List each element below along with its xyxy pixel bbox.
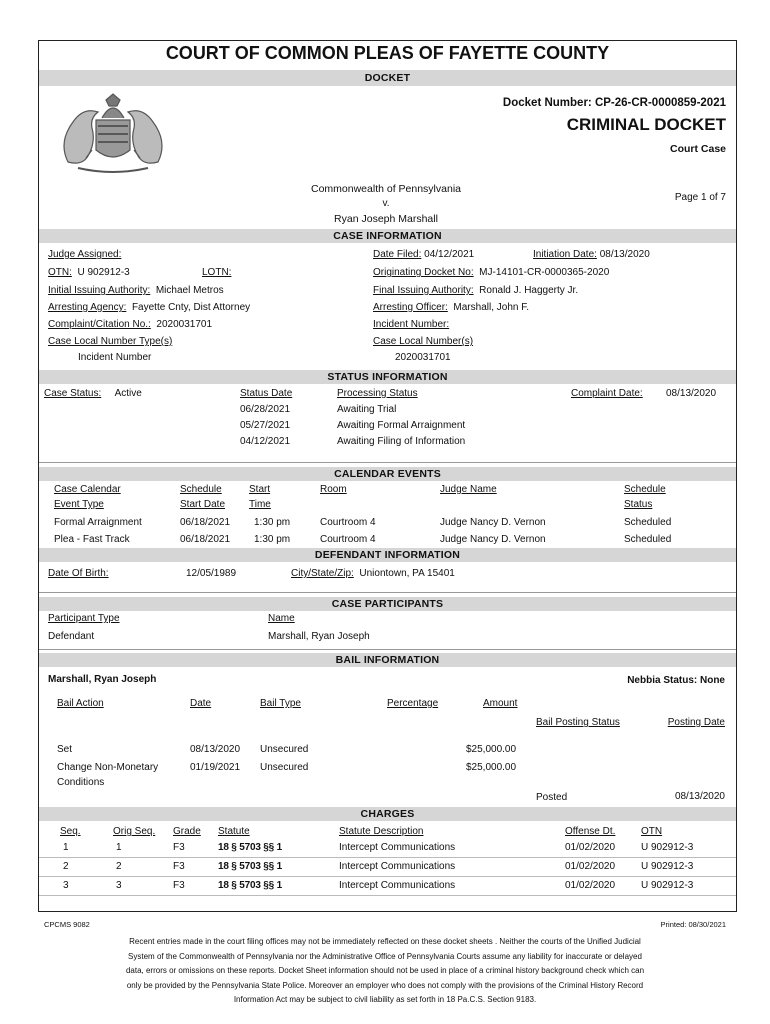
cal-status: Scheduled [624, 517, 672, 528]
complaint-date-value: 08/13/2020 [666, 388, 717, 399]
final-authority-value: Ronald J. Haggerty Jr. [479, 285, 579, 296]
charge-otn: U 902912-3 [641, 842, 694, 853]
complaint-citation-no [48, 319, 212, 330]
final-issuing-authority [373, 285, 578, 296]
printed-date: Printed: 08/30/2021 [660, 920, 726, 929]
city-label: City/State/Zip: [291, 568, 354, 579]
defendant-information-bar: DEFENDANT INFORMATION [39, 548, 736, 562]
cal-date: 06/18/2021 [180, 534, 231, 545]
disclaimer-line: Recent entries made in the court filing offices may not be immediately reflected on these docket sheets . Neither the courts of the Unified Judicial [129, 937, 641, 946]
otn [48, 267, 130, 278]
originating-docket-value: MJ-14101-CR-0000365-2020 [479, 267, 610, 278]
cal-header-event-1: Case Calendar [54, 484, 121, 495]
form-id: CPCMS 9082 [44, 920, 90, 929]
cal-room: Courtroom 4 [320, 517, 376, 528]
cal-time: 1:30 pm [254, 517, 291, 528]
bail-posting-date: 08/13/2020 [674, 791, 725, 802]
bail-type: Unsecured [260, 744, 309, 755]
charge-header-seq: Seq. [60, 826, 81, 837]
otn-label: OTN: [48, 267, 72, 278]
cal-event: Plea - Fast Track [54, 534, 130, 545]
bail-action: Set [57, 744, 73, 755]
originating-docket [373, 267, 609, 278]
charge-offense-date: 01/02/2020 [565, 861, 616, 872]
participant-name-header: Name [268, 613, 295, 624]
defendant-separator [39, 592, 736, 593]
bail-header-posting-date: Posting Date [667, 717, 725, 728]
case-participants-bar: CASE PARTICIPANTS [39, 597, 736, 611]
charge-seq: 1 [63, 842, 69, 853]
charge-description: Intercept Communications [339, 880, 456, 891]
arresting-agency-label: Arresting Agency: [48, 302, 127, 313]
status-row-date: 04/12/2021 [240, 436, 291, 447]
bail-defendant-name: Marshall, Ryan Joseph [48, 674, 157, 685]
case-status [44, 388, 142, 399]
bail-header-type: Bail Type [260, 698, 301, 709]
participant-type: Defendant [48, 631, 95, 642]
bail-header-posting-status: Bail Posting Status [536, 717, 620, 728]
charge-orig-seq: 1 [116, 842, 122, 853]
charge-orig-seq: 3 [116, 880, 122, 891]
charge-header-otn: OTN [641, 826, 663, 837]
bail-posting-status: Posted [536, 792, 568, 803]
charge-description: Intercept Communications [339, 842, 456, 853]
charge-grade: F3 [173, 880, 185, 891]
participant-name: Marshall, Ryan Joseph [268, 631, 370, 642]
status-date-header: Status Date [240, 388, 293, 399]
bail-header-action: Bail Action [57, 698, 104, 709]
cal-time: 1:30 pm [254, 534, 291, 545]
charge-otn: U 902912-3 [641, 861, 694, 872]
dob-value: 12/05/1989 [186, 568, 237, 579]
dob-label: Date Of Birth: [48, 568, 109, 579]
originating-docket-label: Originating Docket No: [373, 267, 474, 278]
calendar-events-bar: CALENDAR EVENTS [39, 467, 736, 481]
court-title: COURT OF COMMON PLEAS OF FAYETTE COUNTY [165, 43, 610, 63]
charge-description: Intercept Communications [339, 861, 456, 872]
status-row-status: Awaiting Trial [337, 404, 397, 415]
status-row-date: 05/27/2021 [240, 420, 291, 431]
bail-type: Unsecured [260, 762, 309, 773]
incident-number-label: Incident Number: [373, 319, 450, 330]
caption-commonwealth: Commonwealth of Pennsylvania [311, 183, 461, 195]
caption-defendant: Ryan Joseph Marshall [334, 213, 438, 225]
charge-offense-date: 01/02/2020 [565, 880, 616, 891]
status-row-status: Awaiting Filing of Information [337, 436, 466, 447]
cal-event: Formal Arraignment [54, 517, 142, 528]
local-numbers-label: Case Local Number(s) [373, 336, 474, 347]
case-status-value: Active [114, 388, 142, 399]
cal-judge: Judge Nancy D. Vernon [440, 517, 546, 528]
charge-seq: 3 [63, 880, 69, 891]
disclaimer-line: System of the Commonwealth of Pennsylvania nor the Administrative Office of Pennsylvania Courts assume any liability for inaccurate or delayed [128, 951, 642, 961]
initiation-date-value: 08/13/2020 [599, 249, 650, 260]
charge-row-divider [39, 895, 736, 896]
disclaimer-line: data, errors or omissions on these reports. Docket Sheet information should not be used in place of a criminal history background check which can [125, 966, 645, 975]
charge-grade: F3 [173, 861, 185, 872]
bail-header-percentage: Percentage [387, 698, 439, 709]
participants-separator [39, 649, 736, 650]
nebbia-status: Nebbia Status: None [627, 675, 725, 686]
arresting-officer-label: Arresting Officer: [373, 302, 448, 313]
arresting-agency-value: Fayette Cnty, Dist Attorney [131, 302, 251, 313]
charge-statute: 18 § 5703 §§ 1 [218, 842, 282, 853]
cal-header-date-1: Schedule [180, 484, 222, 495]
case-information-bar: CASE INFORMATION [39, 229, 736, 243]
charge-seq: 2 [63, 861, 69, 872]
docket-bar: DOCKET [39, 70, 736, 86]
charge-header-description: Statute Description [339, 826, 424, 837]
otn-value: U 902912-3 [77, 267, 130, 278]
date-filed-label: Date Filed: [373, 249, 422, 260]
status-information-bar: STATUS INFORMATION [39, 370, 736, 384]
disclaimer-line: Information Act may be subject to civil liability as set forth in 18 Pa.C.S. Section 9183. [233, 995, 537, 1004]
initiation-date-label: Initiation Date: [533, 249, 597, 260]
status-separator [39, 462, 736, 463]
city-value: Uniontown, PA 15401 [359, 568, 455, 579]
charge-otn: U 902912-3 [641, 880, 694, 891]
date-filed-value: 04/12/2021 [424, 249, 475, 260]
cal-header-time-2: Time [249, 499, 271, 510]
initial-authority-value: Michael Metros [155, 285, 224, 296]
charge-row-divider [39, 857, 736, 858]
arresting-officer [373, 302, 529, 313]
cal-judge: Judge Nancy D. Vernon [440, 534, 546, 545]
cal-header-status-2: Status [624, 499, 653, 510]
charge-header-offense-dt: Offense Dt. [565, 826, 616, 837]
docket-type: CRIMINAL DOCKET [566, 115, 726, 134]
judge-assigned-label: Judge Assigned: [48, 249, 122, 260]
bail-date: 01/19/2021 [190, 762, 241, 773]
cal-header-judge: Judge Name [440, 484, 497, 495]
cal-header-time-1: Start [249, 484, 271, 495]
final-authority-label: Final Issuing Authority: [373, 285, 474, 296]
cal-header-event-2: Event Type [54, 499, 104, 510]
complaint-no-value: 2020031701 [156, 319, 213, 330]
cal-header-date-2: Start Date [180, 499, 226, 510]
charges-bar: CHARGES [39, 807, 736, 821]
caption-versus: v. [382, 198, 390, 209]
charge-row-divider [39, 876, 736, 877]
page-indicator: Page 1 of 7 [674, 192, 726, 203]
local-number-types-label: Case Local Number Type(s) [48, 336, 173, 347]
charge-header-orig-seq: Orig Seq. [113, 826, 156, 837]
bail-amount: $25,000.00 [466, 762, 517, 773]
bail-header-date: Date [190, 698, 212, 709]
cal-date: 06/18/2021 [180, 517, 231, 528]
local-type-value: Incident Number [78, 352, 152, 363]
date-filed [373, 249, 474, 260]
docket-number: Docket Number: CP-26-CR-0000859-2021 [502, 97, 726, 109]
bail-date: 08/13/2020 [190, 744, 241, 755]
pennsylvania-seal-emblem [48, 92, 178, 174]
disclaimer-line: only be provided by the Pennsylvania State Police. Moreover an employer who does not comply with the provisions of the Criminal History Record [126, 980, 644, 990]
bail-action: Change Non-Monetary [57, 762, 159, 773]
cal-header-status-1: Schedule [624, 484, 666, 495]
charge-grade: F3 [173, 842, 185, 853]
bail-action-cont: Conditions [57, 777, 105, 788]
charge-statute: 18 § 5703 §§ 1 [218, 861, 282, 872]
arresting-agency [48, 302, 250, 313]
initial-authority-label: Initial Issuing Authority: [48, 285, 151, 296]
local-number-value: 2020031701 [395, 352, 451, 363]
charge-orig-seq: 2 [116, 861, 122, 872]
initial-issuing-authority [48, 285, 224, 296]
status-row-date: 06/28/2021 [240, 404, 291, 415]
participant-type-header: Participant Type [48, 613, 120, 624]
case-status-label: Case Status: [44, 388, 102, 399]
arresting-officer-value: Marshall, John F. [453, 302, 529, 313]
cal-room: Courtroom 4 [320, 534, 376, 545]
bail-amount: $25,000.00 [466, 744, 517, 755]
charge-offense-date: 01/02/2020 [565, 842, 616, 853]
cal-status: Scheduled [624, 534, 672, 545]
charge-statute: 18 § 5703 §§ 1 [218, 880, 282, 891]
charge-header-statute: Statute [218, 826, 250, 837]
court-case-label: Court Case [669, 143, 726, 155]
complaint-no-label: Complaint/Citation No.: [48, 319, 151, 330]
cal-header-room: Room [320, 484, 347, 495]
bail-header-amount: Amount [483, 698, 518, 709]
bail-information-bar: BAIL INFORMATION [39, 653, 736, 667]
lotn-label: LOTN: [202, 267, 232, 278]
city-state-zip [291, 568, 455, 579]
status-row-status: Awaiting Formal Arraignment [337, 420, 466, 431]
charge-header-grade: Grade [173, 826, 201, 837]
processing-status-header: Processing Status [337, 388, 418, 399]
complaint-date-label: Complaint Date: [571, 388, 643, 399]
disclaimer [80, 935, 690, 1008]
initiation-date [533, 249, 650, 260]
